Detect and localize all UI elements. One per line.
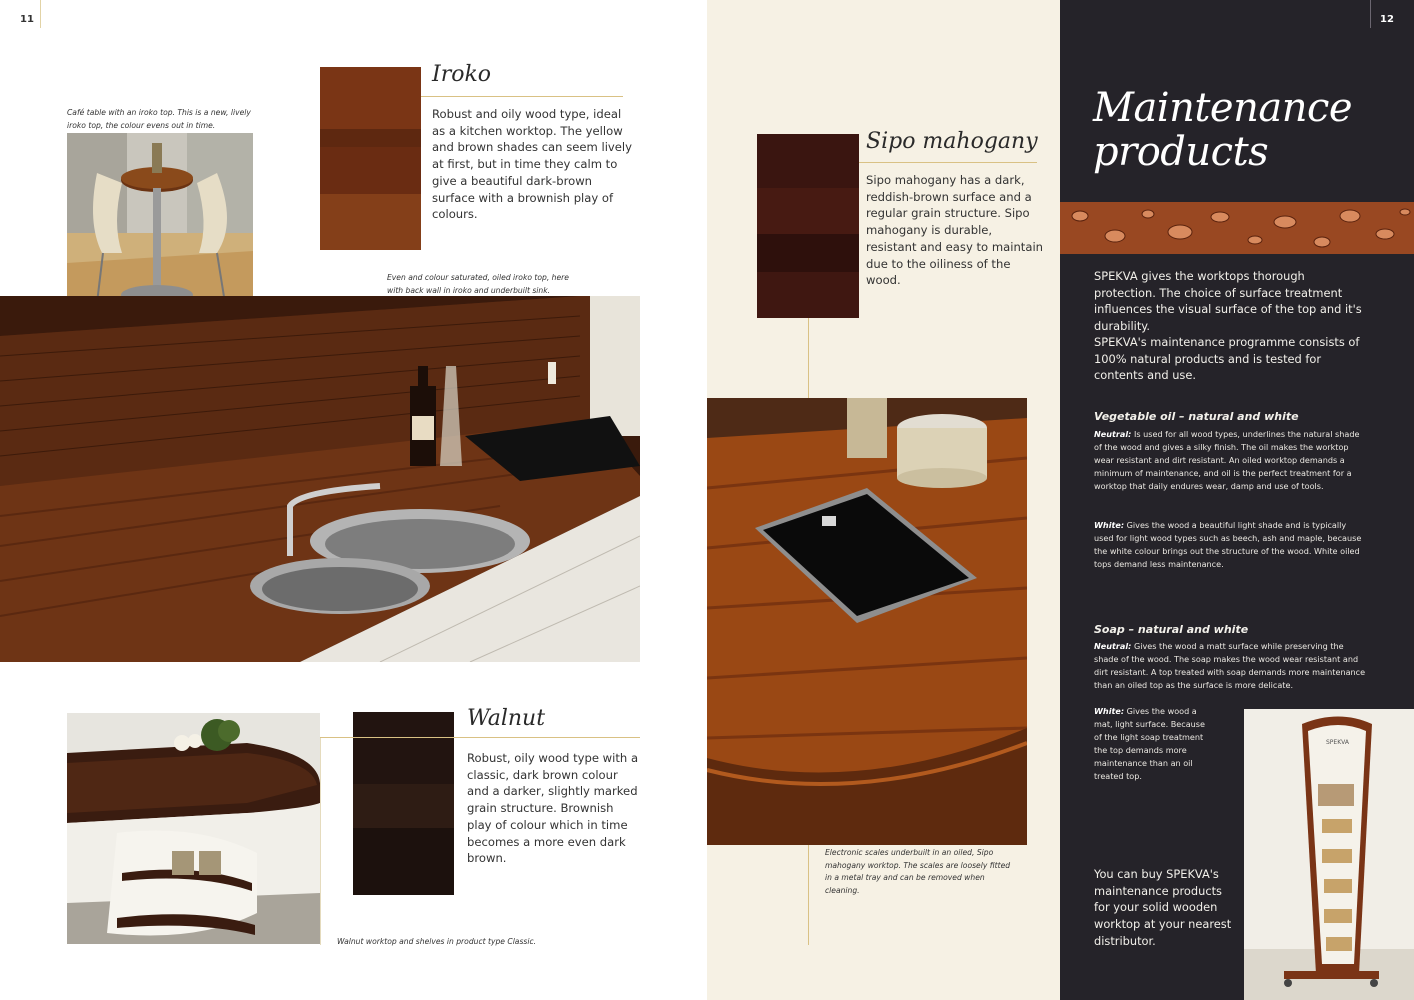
- sipo-rule-top: [808, 318, 809, 398]
- soap-neutral-label: Neutral:: [1094, 641, 1132, 651]
- walnut-photo-rule: [320, 738, 321, 945]
- soap-white-label: White:: [1094, 706, 1125, 716]
- soap-heading: Soap – natural and white: [1094, 623, 1249, 636]
- iroko-description: Robust and oily wood type, ideal as a kitchen worktop. The yellow and brown shades can seem lively at first, but in time they calm to give a beautiful dark-brown surface with a brownish play of colours.: [432, 107, 633, 222]
- walnut-island-photo: [67, 713, 320, 944]
- sipo-wood-swatch: [757, 134, 859, 318]
- sipo-description: Sipo mahogany has a dark, reddish-brown surface and a regular grain structure. Sipo mahogany is durable, resistant and easy to maintain due to the oiliness of the wood.: [866, 173, 1044, 288]
- stand-sign-text: SPEKVA: [1326, 739, 1349, 746]
- soap-white-text: [1094, 705, 1214, 783]
- maintenance-buy-text: You can buy SPEKVA's maintenance products for your solid wooden worktop at your nearest distributor.: [1094, 867, 1232, 948]
- sipo-title-rule: [859, 162, 1037, 163]
- sipo-title: Sipo mahogany: [866, 129, 1038, 154]
- maintenance-intro-2: SPEKVA's maintenance programme consists of 100% natural products and is tested for contents and use.: [1094, 335, 1360, 383]
- page-number-divider-right: [1370, 0, 1371, 28]
- soap-white-body: Gives the wood a mat, light surface. Because of the light soap treatment the top demands more maintenance than an oil treated top.: [1094, 706, 1206, 781]
- soap-neutral-body: Gives the wood a matt surface while preserving the shade of the wood. The soap makes the wood wear resistant and dirt resistant. A top treated with soap demands more maintenance than an oiled top as the surface is more delicate.: [1094, 641, 1366, 690]
- oil-neutral-label: Neutral:: [1094, 429, 1132, 439]
- iroko-title: Iroko: [432, 62, 492, 87]
- sipo-rule-bottom: [808, 845, 809, 945]
- iroko-kitchen-photo: [0, 296, 640, 662]
- iroko-wood-swatch: [320, 67, 421, 250]
- kitchen-caption: Even and colour saturated, oiled iroko top, here with back wall in iroko and underbuilt sink.: [387, 273, 569, 295]
- oil-neutral-text: [1094, 428, 1366, 493]
- maintenance-intro-1: SPEKVA gives the worktops thorough protection. The choice of surface treatment influences the visual surface of the top and it's durability.: [1094, 269, 1362, 334]
- product-stand-photo: [1244, 709, 1414, 1000]
- walnut-description: Robust, oily wood type with a classic, dark brown colour and a darker, slightly marked grain structure. Brownish play of colour which in time becomes a more even dark brown.: [467, 751, 639, 866]
- oil-droplets-banner: [1060, 202, 1414, 254]
- soap-neutral-text: [1094, 640, 1366, 692]
- walnut-title: Walnut: [467, 706, 546, 731]
- walnut-wood-swatch: [353, 712, 454, 895]
- page-number-left: 11: [20, 14, 34, 25]
- walnut-caption: Walnut worktop and shelves in product type Classic.: [337, 937, 537, 946]
- page-number-right: 12: [1380, 14, 1394, 25]
- scales-worktop-photo: [707, 398, 1027, 845]
- walnut-title-rule: [320, 737, 640, 738]
- oil-white-text: [1094, 519, 1366, 571]
- oil-heading: Vegetable oil – natural and white: [1094, 410, 1299, 423]
- cafe-caption: Café table with an iroko top. This is a new, lively iroko top, the colour evens out in time.: [67, 108, 251, 130]
- oil-white-body: Gives the wood a beautiful light shade and is typically used for light wood types such as beech, ash and maple, because the white colour brings out the structure of the wood. White oiled tops demand less maintenance.: [1094, 520, 1362, 569]
- iroko-title-rule: [421, 96, 623, 97]
- maintenance-title: Maintenance products: [1093, 85, 1353, 175]
- oil-white-label: White:: [1094, 520, 1125, 530]
- oil-neutral-body: Is used for all wood types, underlines the natural shade of the wood and gives a silky finish. The oil makes the worktop wear resistant and dirt resistant. An oiled worktop demands a minimum of maintenance, and oil is the perfect treatment for a worktop that daily endures wear, damp and use of tools.: [1094, 429, 1360, 491]
- page-number-divider: [40, 0, 41, 28]
- scales-caption: Electronic scales underbuilt in an oiled, Sipo mahogany worktop. The scales are loosely fitted in a metal tray and can be removed when cleaning.: [825, 848, 1011, 895]
